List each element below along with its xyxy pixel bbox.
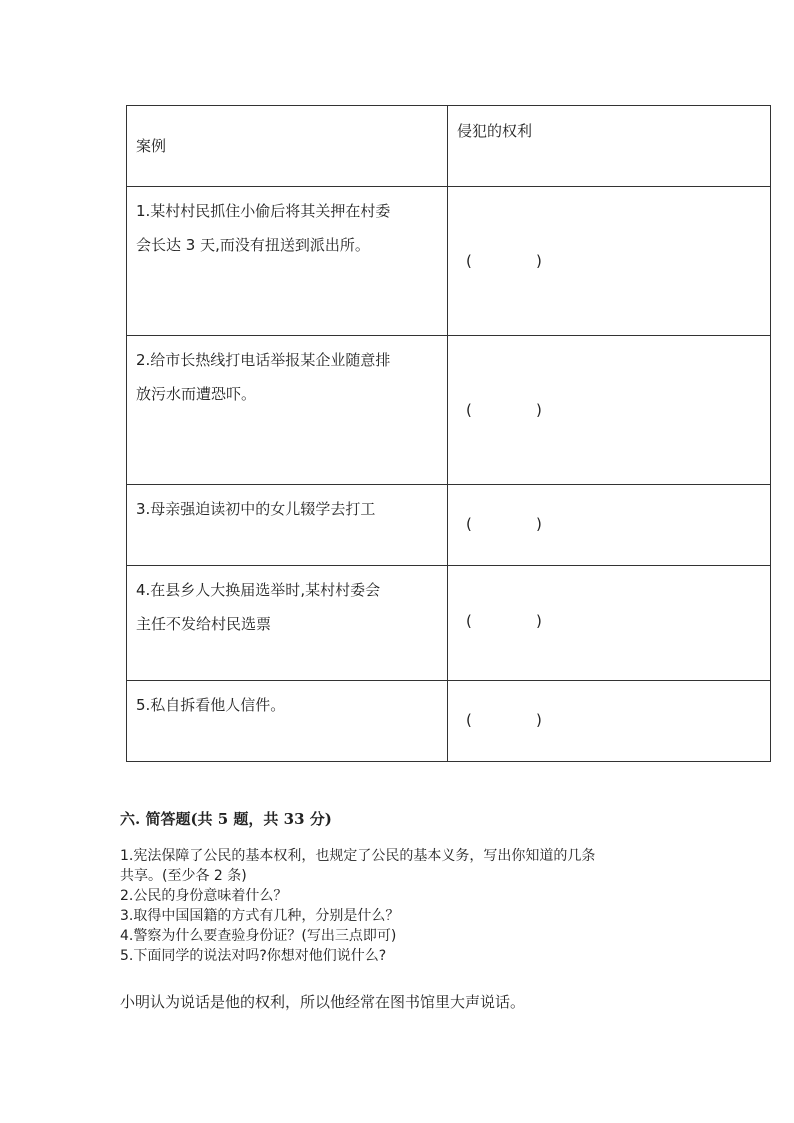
case-text (136, 688, 447, 722)
answer-blank[interactable] (457, 604, 770, 638)
open-paren: ( (466, 252, 472, 270)
open-paren: ( (466, 612, 472, 630)
answer-blank[interactable] (457, 244, 770, 278)
case-line: 主任不发给村民选票 (136, 615, 272, 633)
answer-cell[interactable] (448, 566, 771, 681)
answer-cell[interactable] (448, 336, 771, 485)
case-line: 会长达 3 天,而没有扭送到派出所。 (136, 236, 370, 254)
answer-blank[interactable] (457, 703, 770, 737)
question-list (120, 846, 680, 966)
question-line: 5.下面同学的说法对吗?你想对他们说什么? (120, 948, 387, 964)
rights-case-table (126, 105, 771, 762)
close-paren: ) (536, 252, 542, 270)
case-text (136, 573, 447, 641)
header-case-cell (127, 106, 448, 187)
table-row (127, 336, 771, 485)
table-row (127, 681, 771, 762)
case-line: 1.某村村民抓住小偷后将其关押在村委 (136, 202, 391, 220)
open-paren: ( (466, 401, 472, 419)
answer-blank[interactable] (457, 393, 770, 427)
header-right-cell (448, 106, 771, 187)
open-paren: ( (466, 515, 472, 533)
answer-blank[interactable] (457, 507, 770, 541)
question-line: 2.公民的身份意味着什么？ (120, 888, 288, 904)
answer-cell[interactable] (448, 681, 771, 762)
answer-cell[interactable] (448, 187, 771, 336)
question-line: 共享。(至少各 2 条) (120, 868, 247, 884)
question-line: 1.宪法保障了公民的基本权利，也规定了公民的基本义务，写出你知道的几条 (120, 848, 596, 864)
open-paren: ( (466, 711, 472, 729)
close-paren: ) (536, 612, 542, 630)
case-line: 4.在县乡人大换届选举时,某村村委会 (136, 581, 381, 599)
case-line: 放污水而遭恐吓。 (136, 385, 257, 403)
header-case-label: 案例 (136, 137, 167, 155)
table-row (127, 187, 771, 336)
case-cell (127, 566, 448, 681)
case-cell (127, 187, 448, 336)
question-line: 3.取得中国国籍的方式有几种，分别是什么？ (120, 908, 400, 924)
case-line: 3.母亲强迫读初中的女儿辍学去打工 (136, 500, 376, 518)
case-cell (127, 485, 448, 566)
case-line: 5.私自拆看他人信件。 (136, 696, 286, 714)
answer-cell[interactable] (448, 485, 771, 566)
case-text (136, 492, 447, 526)
case-cell (127, 681, 448, 762)
close-paren: ) (536, 401, 542, 419)
case-cell (127, 336, 448, 485)
table-row (127, 485, 771, 566)
scenario-text: 小明认为说话是他的权利，所以他经常在图书馆里大声说话。 (120, 993, 526, 1011)
section-title: 六. 简答题(共 5 题，共 33 分) (120, 810, 332, 828)
case-text (136, 343, 447, 411)
header-right-label: 侵犯的权利 (457, 122, 533, 140)
question-line: 4.警察为什么要查验身份证？(写出三点即可) (120, 928, 397, 944)
table-header-row (127, 106, 771, 187)
table-row (127, 566, 771, 681)
case-line: 2.给市长热线打电话举报某企业随意排 (136, 351, 391, 369)
close-paren: ) (536, 711, 542, 729)
case-text (136, 194, 447, 262)
close-paren: ) (536, 515, 542, 533)
